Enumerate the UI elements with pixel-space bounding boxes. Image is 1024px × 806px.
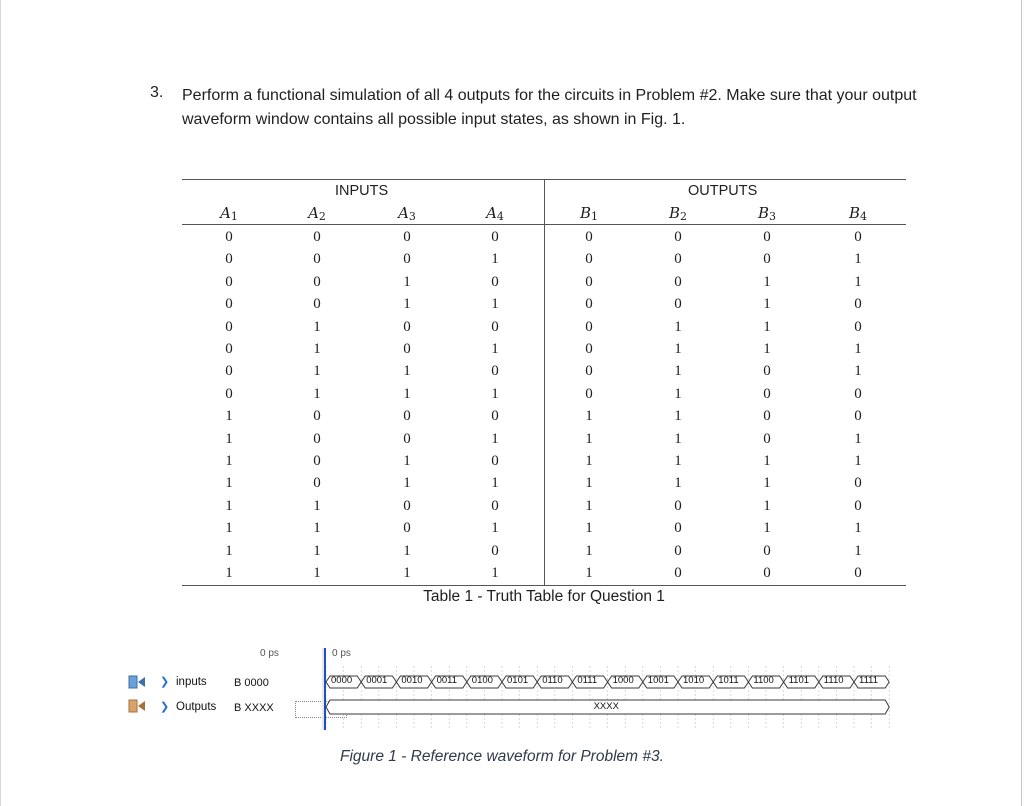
table-cell: 0 bbox=[491, 497, 499, 514]
input-state-label: 0101 bbox=[507, 675, 529, 686]
table-cell: 0 bbox=[585, 251, 593, 268]
output-state-label: XXXX bbox=[593, 701, 619, 712]
table-cell: 1 bbox=[313, 318, 321, 335]
table-cell: 0 bbox=[225, 385, 233, 402]
table-cell: 0 bbox=[763, 251, 771, 268]
table-cell: 0 bbox=[313, 453, 321, 469]
input-state-label: 1000 bbox=[612, 675, 634, 686]
table-cell: 1 bbox=[491, 475, 499, 492]
figure-caption: Figure 1 - Reference waveform for Problem #3. bbox=[340, 748, 664, 765]
table-cell: 0 bbox=[491, 229, 499, 245]
group-header-outputs: OUTPUTS bbox=[688, 183, 758, 199]
table-cell: 1 bbox=[763, 475, 771, 492]
table-cell: 1 bbox=[674, 318, 682, 335]
signal-value-inputs: B 0000 bbox=[234, 677, 269, 689]
table-cell: 0 bbox=[403, 251, 411, 268]
table-cell: 1 bbox=[403, 475, 411, 492]
table-cell: 1 bbox=[854, 273, 862, 290]
column-header: $B_1$ bbox=[579, 204, 599, 223]
table-cell: 0 bbox=[763, 385, 771, 402]
table-cell: 1 bbox=[763, 341, 771, 357]
truth-table bbox=[182, 179, 906, 605]
table-cell: 1 bbox=[763, 273, 771, 290]
table-cell: 0 bbox=[403, 229, 411, 245]
table-cell: 0 bbox=[674, 296, 682, 313]
table-cell: 1 bbox=[763, 296, 771, 313]
table-cell: 1 bbox=[585, 520, 593, 537]
input-state-label: 0001 bbox=[366, 675, 388, 686]
column-header: $B_3$ bbox=[757, 204, 777, 223]
signal-value-outputs: B XXXX bbox=[234, 702, 274, 714]
table-cell: 1 bbox=[763, 318, 771, 335]
table-cell: 1 bbox=[491, 385, 499, 402]
table-cell: 0 bbox=[313, 273, 321, 290]
table-cell: 1 bbox=[585, 453, 593, 469]
table-cell: 1 bbox=[403, 385, 411, 402]
table-cell: 0 bbox=[674, 229, 682, 245]
table-cell: 0 bbox=[854, 408, 862, 425]
input-state-label: 0011 bbox=[436, 675, 458, 686]
table-cell: 0 bbox=[403, 430, 411, 447]
table-cell: 1 bbox=[403, 273, 411, 290]
table-cell: 0 bbox=[854, 497, 862, 514]
table-cell: 1 bbox=[674, 475, 682, 492]
table-cell: 0 bbox=[225, 273, 233, 290]
table-cell: 1 bbox=[491, 341, 499, 357]
table-cell: 1 bbox=[854, 520, 862, 537]
table-cell: 0 bbox=[674, 273, 682, 290]
table-cell: 0 bbox=[854, 385, 862, 402]
table-cell: 1 bbox=[585, 565, 593, 581]
table-cell: 1 bbox=[313, 385, 321, 402]
table-cell: 1 bbox=[674, 363, 682, 380]
table-cell: 0 bbox=[313, 251, 321, 268]
table-cell: 0 bbox=[854, 229, 862, 245]
table-cell: 0 bbox=[674, 542, 682, 559]
table-cell: 0 bbox=[403, 497, 411, 514]
table-cell: 0 bbox=[763, 229, 771, 245]
table-cell: 0 bbox=[674, 497, 682, 514]
input-state-label: 1110 bbox=[823, 675, 844, 686]
input-pin-icon bbox=[128, 674, 148, 690]
table-cell: 0 bbox=[491, 408, 499, 425]
table-cell: 1 bbox=[313, 520, 321, 537]
output-pin-icon bbox=[128, 698, 148, 714]
table-cell: 0 bbox=[674, 251, 682, 268]
table-cell: 1 bbox=[491, 565, 499, 581]
table-cell: 1 bbox=[763, 520, 771, 537]
table-cell: 0 bbox=[403, 341, 411, 357]
question-number: 3. bbox=[150, 84, 164, 101]
table-cell: 1 bbox=[854, 542, 862, 559]
input-state-label: 0010 bbox=[401, 675, 423, 686]
table-cell: 0 bbox=[491, 273, 499, 290]
table-cell: 0 bbox=[225, 363, 233, 380]
table-cell: 1 bbox=[763, 453, 771, 469]
table-cell: 1 bbox=[403, 565, 411, 581]
table-cell: 1 bbox=[674, 408, 682, 425]
table-cell: 1 bbox=[313, 542, 321, 559]
table-cell: 1 bbox=[854, 363, 862, 380]
table-cell: 0 bbox=[313, 229, 321, 245]
table-cell: 1 bbox=[585, 497, 593, 514]
table-cell: 0 bbox=[763, 542, 771, 559]
table-cell: 1 bbox=[225, 497, 233, 514]
table-cell: 0 bbox=[763, 565, 771, 581]
table-cell: 0 bbox=[854, 296, 862, 313]
waveform-pane[interactable] bbox=[324, 648, 906, 730]
chevron-right-icon[interactable]: ❯ bbox=[160, 701, 170, 713]
table-cell: 0 bbox=[854, 565, 862, 581]
table-cell: 0 bbox=[403, 408, 411, 425]
table-cell: 0 bbox=[403, 520, 411, 537]
column-header: $A_2$ bbox=[308, 204, 326, 223]
table-cell: 0 bbox=[585, 318, 593, 335]
table-cell: 0 bbox=[585, 229, 593, 245]
signal-name-inputs[interactable]: inputs bbox=[176, 676, 207, 688]
input-state-label: 1101 bbox=[788, 675, 810, 686]
table-cell: 0 bbox=[225, 341, 233, 357]
table-cell: 1 bbox=[313, 341, 321, 357]
table-cell: 1 bbox=[491, 430, 499, 447]
input-state-label: 1010 bbox=[683, 675, 705, 686]
table-cell: 0 bbox=[313, 475, 321, 492]
waveform-canvas bbox=[324, 648, 906, 730]
column-header: $A_1$ bbox=[220, 204, 238, 223]
table-cell: 0 bbox=[585, 363, 593, 380]
table-cell: 1 bbox=[854, 430, 862, 447]
table-cell: 0 bbox=[313, 430, 321, 447]
column-header: $A_3$ bbox=[398, 204, 416, 223]
table-cell: 1 bbox=[674, 430, 682, 447]
table-cell: 1 bbox=[491, 520, 499, 537]
table-cell: 0 bbox=[225, 296, 233, 313]
table-cell: 0 bbox=[854, 475, 862, 492]
table-cell: 0 bbox=[674, 565, 682, 581]
input-state-label: 1111 bbox=[859, 675, 879, 686]
table-cell: 1 bbox=[491, 251, 499, 268]
table-cell: 0 bbox=[585, 273, 593, 290]
table-cell: 0 bbox=[763, 408, 771, 425]
table-cell: 0 bbox=[763, 430, 771, 447]
table-cell: 0 bbox=[225, 229, 233, 245]
table-cell: 1 bbox=[763, 497, 771, 514]
column-header: $B_4$ bbox=[848, 204, 868, 223]
signal-name-outputs[interactable]: Outputs bbox=[176, 701, 217, 713]
table-cell: 1 bbox=[854, 341, 862, 357]
column-header: $A_4$ bbox=[486, 204, 504, 223]
time-ruler-label: 0 ps bbox=[332, 648, 351, 659]
input-state-label: 0110 bbox=[542, 675, 563, 686]
table-cell: 0 bbox=[491, 542, 499, 559]
table-cell: 1 bbox=[585, 475, 593, 492]
signal-names-pane bbox=[124, 648, 322, 730]
table-cell: 1 bbox=[854, 251, 862, 268]
chevron-right-icon[interactable]: ❯ bbox=[160, 676, 170, 688]
page-border-left bbox=[0, 0, 1, 806]
table-cell: 0 bbox=[313, 296, 321, 313]
column-header: $B_2$ bbox=[668, 204, 688, 223]
table-cell: 1 bbox=[225, 453, 233, 469]
input-state-label: 0111 bbox=[577, 675, 598, 686]
input-state-label: 1001 bbox=[647, 675, 669, 686]
group-header-inputs: INPUTS bbox=[335, 183, 389, 199]
table-cell: 0 bbox=[225, 318, 233, 335]
table-cell: 0 bbox=[674, 520, 682, 537]
table-cell: 1 bbox=[674, 385, 682, 402]
table-cell: 0 bbox=[585, 385, 593, 402]
table-cell: 0 bbox=[225, 251, 233, 268]
time-cursor-label: 0 ps bbox=[260, 648, 279, 659]
table-cell: 0 bbox=[313, 408, 321, 425]
table-cell: 1 bbox=[225, 565, 233, 581]
table-cell: 1 bbox=[585, 408, 593, 425]
table-cell: 1 bbox=[225, 542, 233, 559]
question-text: Perform a functional simulation of all 4 outputs for the circuits in Problem #2. Make sure that your output waveform window contains all possible input states, as shown in Fig. 1. bbox=[182, 87, 917, 128]
table-cell: 1 bbox=[313, 363, 321, 380]
input-state-label: 0000 bbox=[331, 675, 353, 686]
table-cell: 1 bbox=[585, 430, 593, 447]
table-cell: 1 bbox=[403, 296, 411, 313]
table-cell: 1 bbox=[403, 542, 411, 559]
input-state-label: 1011 bbox=[718, 675, 739, 686]
table-cell: 1 bbox=[854, 453, 862, 469]
table-cell: 1 bbox=[225, 408, 233, 425]
table-cell: 0 bbox=[491, 453, 499, 469]
table-cell: 0 bbox=[763, 363, 771, 380]
table-cell: 1 bbox=[674, 341, 682, 357]
table-caption: Table 1 - Truth Table for Question 1 bbox=[423, 588, 665, 605]
input-state-label: 0100 bbox=[471, 675, 493, 686]
table-cell: 0 bbox=[491, 318, 499, 335]
table-cell: 0 bbox=[854, 318, 862, 335]
table-cell: 1 bbox=[585, 542, 593, 559]
table-group-divider bbox=[544, 179, 545, 586]
table-cell: 0 bbox=[403, 318, 411, 335]
page-border-right bbox=[1021, 0, 1022, 806]
table-cell: 1 bbox=[225, 475, 233, 492]
table-cell: 1 bbox=[491, 296, 499, 313]
table-cell: 1 bbox=[674, 453, 682, 469]
table-cell: 0 bbox=[585, 296, 593, 313]
table-cell: 1 bbox=[403, 453, 411, 469]
table-cell: 1 bbox=[225, 430, 233, 447]
table-cell: 1 bbox=[313, 565, 321, 581]
table-cell: 0 bbox=[585, 341, 593, 357]
table-cell: 1 bbox=[225, 520, 233, 537]
waveform-window[interactable] bbox=[124, 648, 906, 730]
table-cell: 0 bbox=[491, 363, 499, 380]
table-cell: 1 bbox=[403, 363, 411, 380]
table-cell: 1 bbox=[313, 497, 321, 514]
input-state-label: 1100 bbox=[753, 675, 774, 686]
